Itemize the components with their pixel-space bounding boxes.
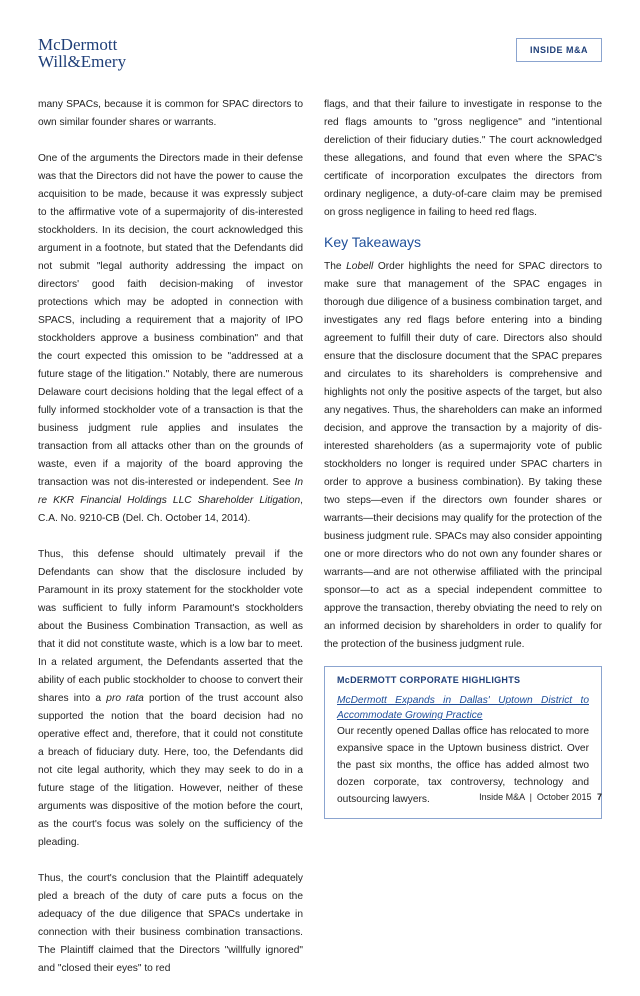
paragraph: many SPACs, because it is common for SPAC directors to own similar founder shares or warrants.	[38, 99, 303, 128]
paragraph: Thus, the court's conclusion that the Plaintiff adequately pled a breach of the duty of care puts a focus on the adequacy of the due diligence that SPACs undertake in connection with their business combination transactions. The Plaintiff claimed that the Directors "willfully ignored" and "closed their eyes" to red	[38, 873, 303, 974]
italic-term: pro rata	[106, 693, 144, 704]
highlights-link[interactable]: McDermott Expands in Dallas' Uptown District to Accommodate Growing Practice	[337, 695, 589, 721]
paragraph-text: Order highlights the need for SPAC directors to make sure that management of the SPAC engages in thorough due diligence of a business combination target, and investigates any red flags before entering into a binding agreement to fulfill their duty of care. Directors also should ensure that the disclosure document that the SPAC prepares and circulates to its shareholders is comprehensive and highlights not only the positive aspects of the target, but also any negatives. Thus, the shareholders can make an informed decision, and approve the transaction by a majority of dis-interested shareholders (as a supermajority vote of public stockholders no longer is required under SPAC charters in order to approve a business combination). By taking these two steps—even if the directors own founder shares or warrants—their decisions may qualify for the protection of the business judgment rule. SPACs may also consider appointing one or more directors who do not own any founder shares or warrants—and are not otherwise affiliated with the principal sponsor—to act as a special independent committee to approve the transaction, thereby obviating the need to rely on an informed decision by shareholders in order to qualify for the protection of the business judgment rule.	[324, 261, 602, 650]
left-column	[38, 96, 303, 996]
paragraph: flags, and that their failure to investigate in response to the red flags amounts to "gross negligence" and "intentional dereliction of their fiduciary duties." The court acknowledged these allegations, and found that even where the SPAC's certificate of incorporation exculpates the directors from ordinary negligence, a duty-of-care claim may be premised on gross negligence in failing to heed red flags.	[324, 99, 602, 218]
case-citation: In re KKR Financial Holdings LLC Shareholder Litigation	[38, 477, 303, 506]
section-heading: Key Takeaways	[324, 234, 422, 250]
firm-logo	[38, 36, 126, 70]
footer-text: Inside M&A | October 2015	[479, 792, 592, 802]
paragraph-text: portion of the trust account also supported the notion that the board decision had no operative effect and, therefore, that it could not constitute a breach of fiduciary duty. Here, too, the Defendants did not cite legal authority, which they may seek to do in a future stage of the litigation. However, neither of these arguments was dispositive of the motion before the court, as the court's focus was solely on the sufficiency of the pleading.	[38, 693, 303, 848]
highlights-body: Our recently opened Dallas office has relocated to more expansive space in the Uptown business district. Over the past six months, the office has added almost two dozen corporate, tax controversy, technology and outsourcing lawyers.	[337, 726, 589, 805]
paragraph	[324, 258, 602, 654]
logo-line-2: Will&Emery	[38, 52, 127, 71]
paragraph-text: , C.A. No. 9210-CB (Del. Ch. October 14, 2014).	[38, 495, 303, 524]
italic-term: Lobell	[346, 261, 374, 272]
section-badge: INSIDE M&A	[516, 38, 602, 62]
highlights-title: McDERMOTT CORPORATE HIGHLIGHTS	[337, 675, 521, 685]
paragraph	[38, 546, 303, 852]
page-number: 7	[596, 792, 602, 802]
page-footer	[479, 792, 602, 802]
paragraph-text: Thus, this defense should ultimately prevail if the Defendants can show that the disclosure included by Paramount in its proxy statement for the stockholder vote was sufficient to fully inform Paramount's stockholders about the Business Combination Transaction, as well as that it did not constitute waste, which is a low bar to meet. In a related argument, the Defendants asserted that the ability of each public stockholder to choose to convert their shares into a	[38, 549, 303, 704]
logo-line-1: McDermott	[38, 35, 118, 54]
right-column	[324, 96, 602, 819]
paragraph-text: The	[324, 261, 347, 272]
paragraph-text: One of the arguments the Directors made in their defense was that the Directors did not have the power to cause the acquisition to be made, because it was expressly subject to the affirmative vote of a supermajority of dis-interested stockholders. In its decision, the court acknowledged this argument in a footnote, but stated that the Defendants did not submit "legal authority addressing the impact on directors' good faith decision-making of investor protections which may be adopted in connection with SPACS, including a requirement that a majority of IPO stockholders approve a business combination" and that the court expected this omission to be "addressed at a future stage of the litigation." Notably, there are numerous Delaware court decisions holding that the legal effect of a fully informed stockholder vote of a transaction is that the business judgment rule applies and insulates the transaction from all attacks other than on the grounds of waste, even if a majority of the board approving the transaction was not dis-interested or independent. See	[38, 153, 303, 488]
paragraph	[38, 150, 303, 528]
